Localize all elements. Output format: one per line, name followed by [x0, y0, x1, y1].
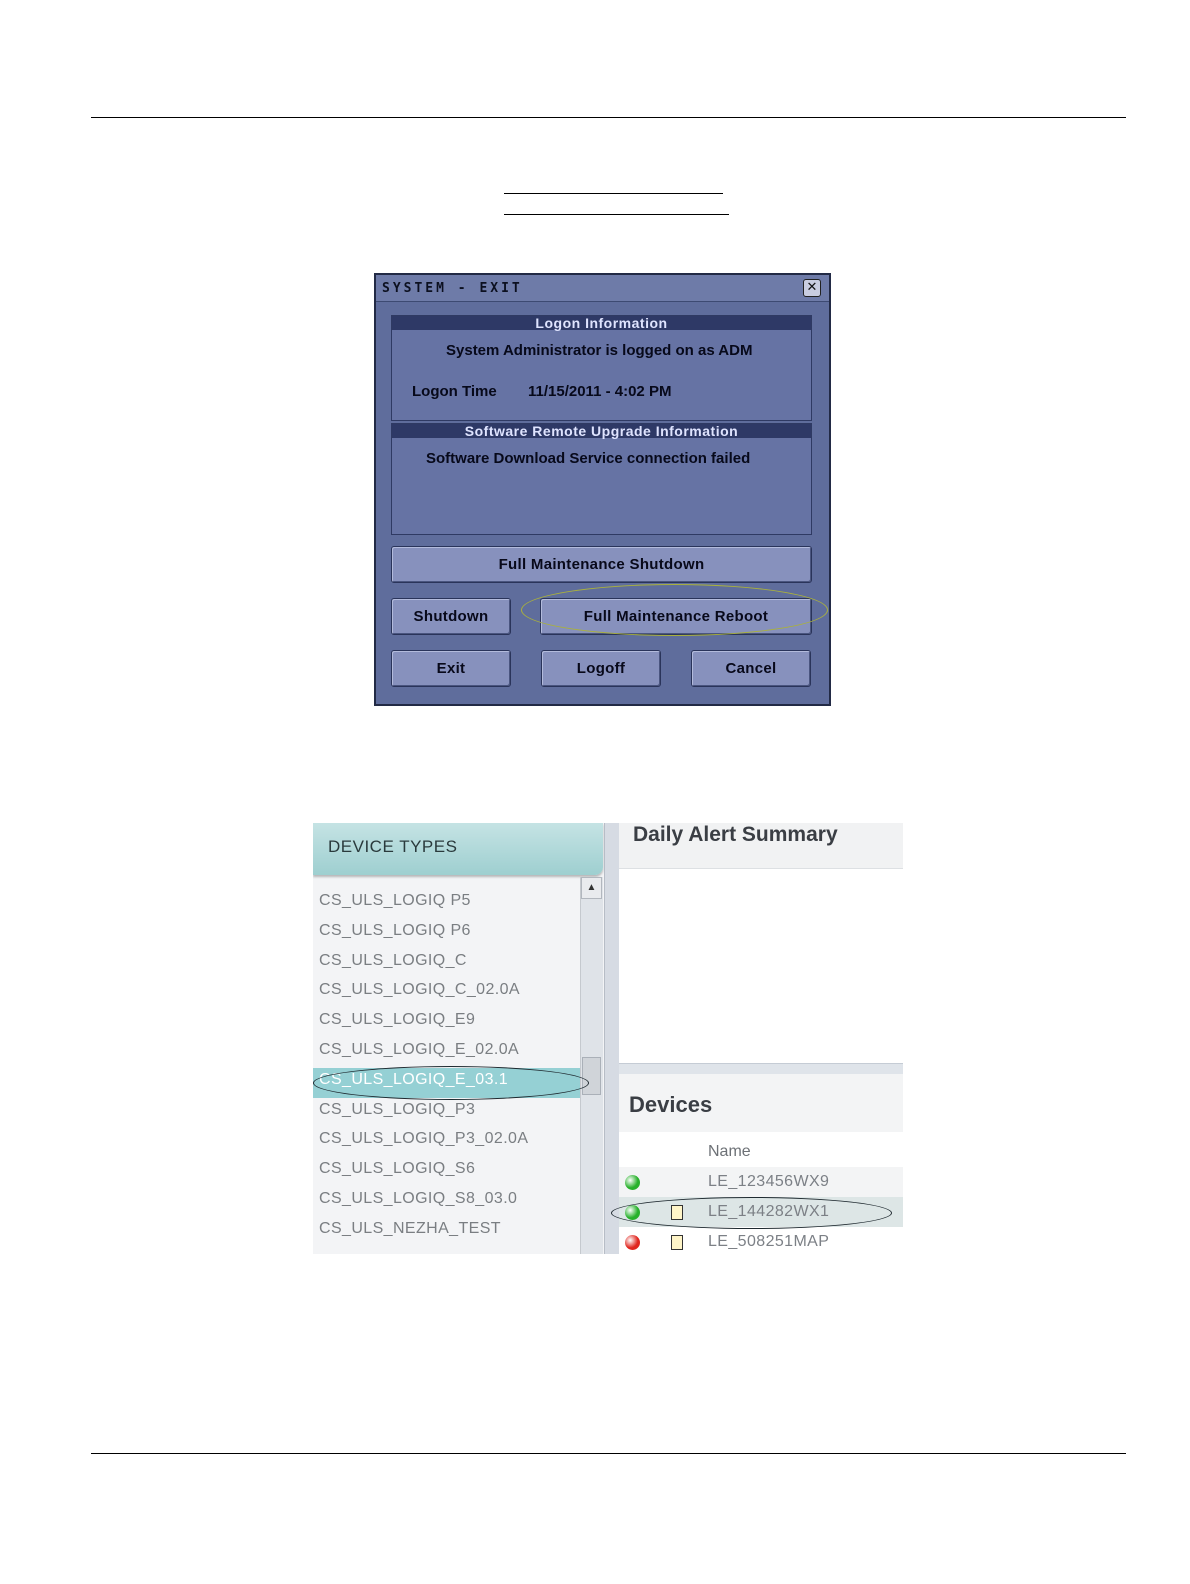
device-type-item[interactable]: CS_ULS_LOGIQ_S6 — [319, 1160, 476, 1178]
daily-alert-summary-title: Daily Alert Summary — [633, 823, 838, 846]
name-column-header[interactable]: Name — [708, 1143, 751, 1160]
exit-button[interactable]: Exit — [391, 650, 511, 687]
highlight-oval-device-type — [313, 1066, 589, 1100]
caption-underline-1 — [504, 193, 723, 194]
highlight-oval-device — [611, 1197, 892, 1229]
devices-title: Devices — [629, 1092, 713, 1117]
logged-on-text: System Administrator is logged on as ADM — [446, 342, 753, 359]
right-panel — [619, 823, 903, 1254]
logoff-button[interactable]: Logoff — [541, 650, 661, 687]
logon-information-header: Logon Information — [392, 316, 811, 330]
system-exit-dialog — [374, 273, 831, 706]
device-type-item[interactable]: CS_ULS_LOGIQ_C_02.0A — [319, 981, 520, 999]
device-types-screenshot — [313, 823, 903, 1254]
device-row[interactable] — [619, 1167, 903, 1197]
device-type-item[interactable]: CS_ULS_LOGIQ_E9 — [319, 1011, 476, 1029]
scroll-up-icon[interactable]: ▲ — [581, 877, 602, 899]
status-dot-icon — [625, 1235, 640, 1250]
device-types-panel — [313, 823, 606, 1254]
footer-rule — [91, 1453, 1126, 1454]
daily-alert-summary-header — [619, 823, 903, 869]
full-maintenance-shutdown-button[interactable]: Full Maintenance Shutdown — [391, 546, 812, 583]
cancel-button[interactable]: Cancel — [691, 650, 811, 687]
device-type-item[interactable]: CS_ULS_LOGIQ_P3 — [319, 1100, 476, 1118]
dialog-title: SYSTEM - EXIT — [382, 281, 523, 296]
close-icon[interactable]: ✕ — [803, 279, 821, 297]
logon-time-value: 11/15/2011 - 4:02 PM — [528, 383, 672, 400]
device-type-item[interactable]: CS_ULS_LOGIQ_P3_02.0A — [319, 1130, 529, 1148]
upgrade-message: Software Download Service connection failed — [426, 450, 751, 467]
device-row[interactable] — [619, 1227, 903, 1254]
logon-time-label: Logon Time — [412, 383, 497, 400]
status-dot-icon — [625, 1175, 640, 1190]
dialog-titlebar — [376, 275, 829, 302]
upgrade-information-header: Software Remote Upgrade Information — [392, 424, 811, 438]
device-name: LE_508251MAP — [708, 1233, 830, 1250]
device-type-item[interactable]: CS_ULS_LOGIQ_C — [319, 951, 467, 969]
full-maintenance-reboot-button[interactable]: Full Maintenance Reboot — [540, 598, 812, 635]
device-types-header — [313, 823, 603, 875]
highlight-oval-reboot — [521, 584, 828, 636]
shutdown-button[interactable]: Shutdown — [391, 598, 511, 635]
device-type-item[interactable]: CS_ULS_LOGIQ_E_02.0A — [319, 1041, 520, 1058]
device-type-item[interactable]: CS_ULS_LOGIQ_S8_03.0 — [319, 1190, 518, 1207]
device-types-title: DEVICE TYPES — [328, 837, 458, 856]
device-type-item[interactable]: CS_ULS_NEZHA_TEST — [319, 1219, 501, 1237]
document-icon[interactable] — [671, 1235, 683, 1250]
device-type-item[interactable]: CS_ULS_LOGIQ P5 — [319, 892, 471, 909]
devices-header — [619, 1074, 903, 1132]
device-types-scrollbar[interactable] — [580, 877, 603, 1254]
header-rule — [91, 117, 1126, 118]
device-name: LE_123456WX9 — [708, 1173, 830, 1190]
device-name: LE_144282WX1 — [708, 1203, 830, 1220]
caption-underline-2 — [504, 214, 729, 215]
logon-information-panel — [391, 315, 812, 421]
device-type-item[interactable]: CS_ULS_LOGIQ P6 — [319, 921, 471, 939]
panel-splitter[interactable] — [604, 823, 620, 1254]
scroll-thumb[interactable] — [582, 1057, 601, 1095]
upgrade-information-panel — [391, 423, 812, 535]
device-type-item[interactable]: CS_ULS_LOGIQ_E_03.1 — [319, 1070, 509, 1088]
